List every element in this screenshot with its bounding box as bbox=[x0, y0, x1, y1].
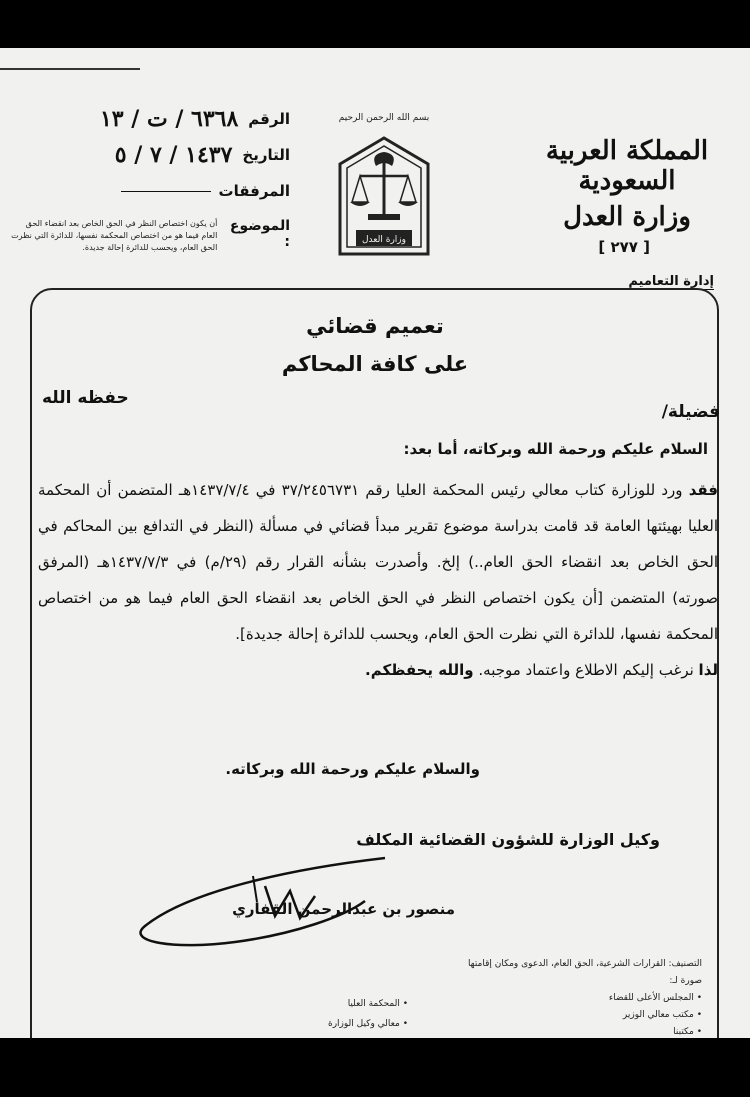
signer-position: وكيل الوزارة للشؤون القضائية المكلف bbox=[356, 830, 660, 849]
kingdom-name: المملكة العربية السعودية bbox=[545, 136, 709, 196]
subject-label: الموضوع : bbox=[229, 218, 290, 250]
body-paragraph-2 bbox=[38, 652, 718, 688]
document-page bbox=[0, 48, 750, 1038]
p2-text: نرغب إليكم الاطلاع واعتماد موجبه. bbox=[473, 661, 699, 679]
date-value: ١٤٣٧ / ٧ / ٥ bbox=[114, 142, 233, 168]
department-name: إدارة التعاميم bbox=[628, 274, 714, 289]
emblem-caption: وزارة العدل bbox=[362, 235, 406, 245]
ref-label: الرقم bbox=[248, 110, 290, 128]
circular-title: تعميم قضائي bbox=[306, 314, 444, 338]
p1-text: ورد للوزارة كتاب معالي رئيس المحكمة العليا رقم ٣٧/٢٤٥٦٧٣١ في ١٤٣٧/٧/٤هـ المتضمن أن المحكمة العليا بهيئتها العامة قد قامت بدراسة موضوع تقرير مبدأ قضائي في مسألة (النظر في التدافع بين المحاكم في الحق الخاص بعد انقضاء الحق العام..) إلخ. وأصدرت بشأنه القرار رقم (٢٩/م) في ١٤٣٧/٧/٣هـ (المرفق صورته) المتضمن [أن يكون اختصاص النظر في الحق الخاص بعد انقضاء الحق العام فيما هو من اختصاص المحكمة نفسها، للدائرة التي نظرت الحق العام، ويحسب للدائرة إحالة جديدة]. bbox=[38, 481, 719, 643]
distribution-item-1: • المحكمة العليا bbox=[347, 999, 408, 1009]
recipient-2: • مكتب معالي الوزير bbox=[622, 1010, 702, 1020]
greeting: السلام عليكم ورحمة الله وبركاته، أما بعد: bbox=[403, 440, 708, 458]
ministry-name: وزارة العدل bbox=[563, 202, 691, 232]
signature-icon bbox=[115, 846, 415, 956]
signer-name: منصور بن عبدالرحمن القفاري bbox=[232, 900, 455, 918]
honorific-hafizahu: حفظه الله bbox=[42, 388, 129, 408]
distribution-block bbox=[208, 994, 408, 1034]
recipient-1: • المجلس الأعلى للقضاء bbox=[608, 993, 702, 1003]
subject-text: أن يكون اختصاص النظر في الحق الخاص بعد انقضاء الحق العام فيما هو من اختصاص المحكمة نفسها، للدائرة التي نظرت الحق العام، ويحسب للدائرة إحالة جديدة. bbox=[11, 219, 218, 252]
date-label: التاريخ bbox=[242, 146, 290, 164]
recipient-3: • مكتبنا bbox=[673, 1027, 702, 1037]
ref-row bbox=[100, 106, 290, 132]
letterhead-block bbox=[522, 136, 732, 232]
body-paragraph-1 bbox=[38, 472, 718, 652]
circular-number: [ ٢٧٧ ] bbox=[598, 238, 650, 256]
circular-subtitle: على كافة المحاكم bbox=[281, 352, 469, 376]
p2-end: والله يحفظكم. bbox=[365, 661, 474, 679]
attachments-row bbox=[121, 182, 290, 200]
date-row bbox=[115, 142, 290, 168]
classification-line: التصنيف: القرارات الشرعية، الحق العام، الدعوى ومكان إقامتها bbox=[467, 959, 702, 969]
honorific-fadila: فضيلة/ bbox=[661, 402, 720, 422]
distribution-item-2: • معالي وكيل الوزارة bbox=[327, 1019, 408, 1029]
ministry-emblem-icon bbox=[330, 106, 438, 276]
ref-value: ٦٣٦٨ / ت / ١٣ bbox=[99, 106, 239, 132]
copy-to-label: صورة لـ: bbox=[669, 976, 702, 986]
letter-body bbox=[38, 472, 718, 688]
p2-lead: لذا bbox=[698, 661, 718, 679]
closing-salam: والسلام عليكم ورحمة الله وبركاته. bbox=[225, 760, 480, 778]
top-rule bbox=[0, 68, 140, 70]
attachments-label: المرفقات bbox=[218, 182, 290, 200]
basmala-text: بسم الله الرحمن الرحيم bbox=[338, 113, 430, 123]
classification-block bbox=[362, 956, 702, 1038]
subject-row bbox=[8, 218, 290, 254]
p1-lead: فقد bbox=[688, 481, 718, 499]
attachments-blank bbox=[121, 191, 211, 192]
